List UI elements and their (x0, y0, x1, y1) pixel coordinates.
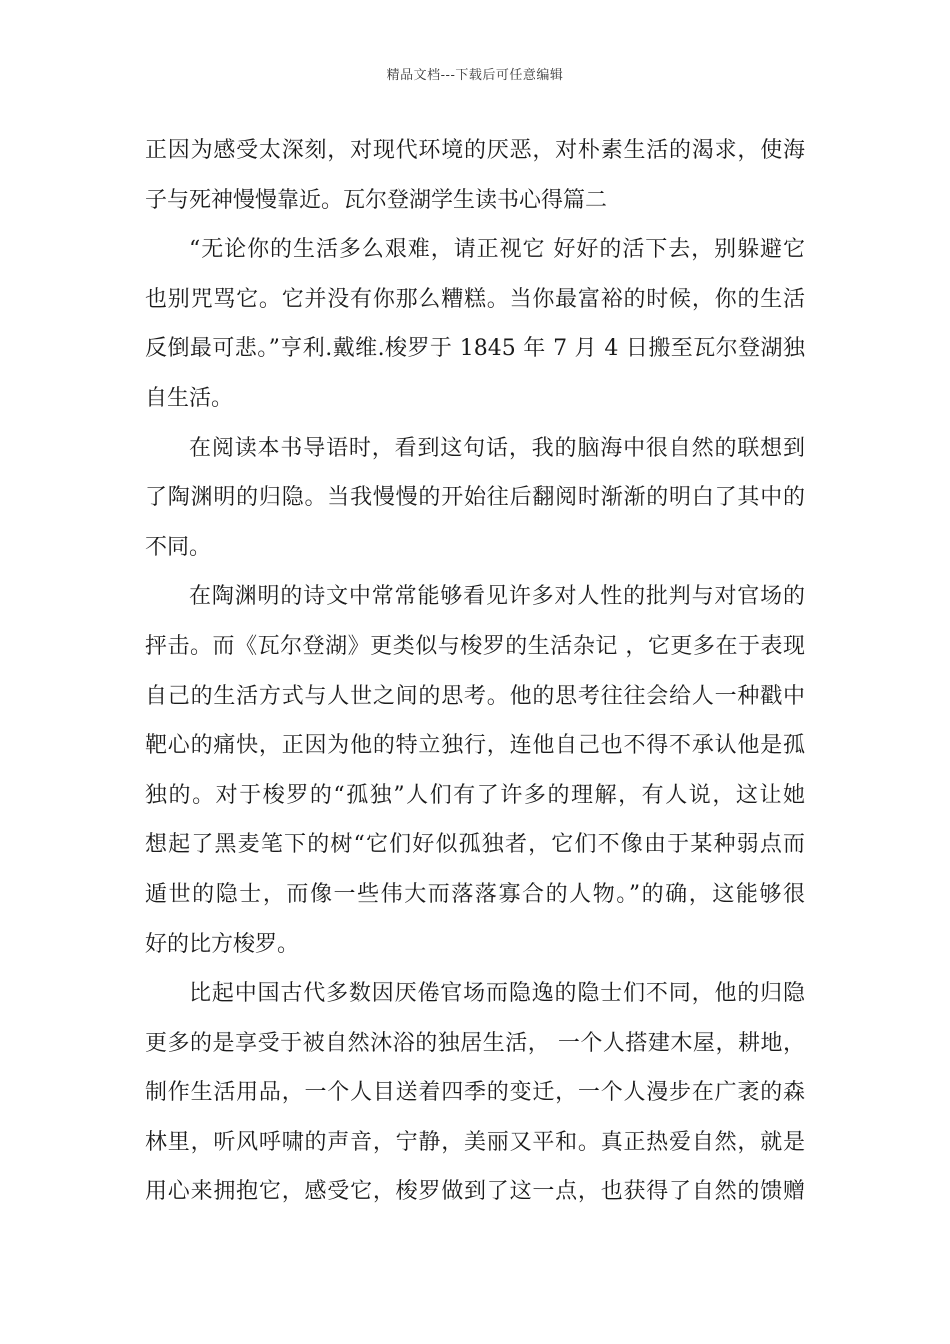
text-line: 自生活。 (145, 385, 234, 411)
text-line: 想起了黑麦笔下的树“它们好似孤独者，它们不像由于某种弱点而 (145, 832, 805, 858)
text-line: 遁世的隐士，而像一些伟大而落落寡合的人物。”的确，这能够很 (145, 881, 805, 907)
text-line: 制作生活用品，一个人目送着四季的变迁，一个人漫步在广袤的森 (145, 1080, 805, 1106)
text-line: 独的。对于梭罗的“孤独”人们有了许多的理解，有人说，这让她 (145, 782, 805, 808)
text-line: 也别咒骂它。它并没有你那么糟糕。当你最富裕的时候，你的生活 (145, 286, 805, 312)
text-line: 反倒最可悲。”亨利.戴维.梭罗于 1845 年 7 月 4 日搬至瓦尔登湖独 (145, 336, 805, 362)
text-line: 靶心的痛快，正因为他的特立独行，连他自己也不得不承认他是孤 (145, 733, 805, 759)
text-line: 子与死神慢慢靠近。瓦尔登湖学生读书心得篇二 (145, 187, 608, 213)
document-body (145, 126, 805, 1217)
page-header: 精品文档---下载后可任意编辑 (386, 68, 564, 83)
text-line: 不同。 (145, 534, 212, 560)
text-line: 自己的生活方式与人世之间的思考。他的思考往往会给人一种戳中 (145, 683, 805, 709)
text-line: “无论你的生活多么艰难，请正视它 好好的活下去，别躲避它 (189, 237, 805, 263)
text-line: 更多的是享受于被自然沐浴的独居生活， 一个人搭建木屋，耕地， (145, 1030, 805, 1056)
text-line: 了陶渊明的归隐。当我慢慢的开始往后翻阅时渐渐的明白了其中的 (145, 485, 805, 511)
text-line: 林里，听风呼啸的声音，宁静，美丽又平和。真正热爱自然，就是 (145, 1129, 805, 1155)
text-line: 在陶渊明的诗文中常常能够看见许多对人性的批判与对官场的 (189, 584, 805, 610)
text-line: 用心来拥抱它，感受它，梭罗做到了这一点，也获得了自然的馈赠 (145, 1179, 805, 1205)
text-line: 在阅读本书导语时，看到这句话，我的脑海中很自然的联想到 (189, 435, 805, 461)
text-line: 比起中国古代多数因厌倦官场而隐逸的隐士们不同，他的归隐 (189, 981, 805, 1007)
text-line: 正因为感受太深刻，对现代环境的厌恶，对朴素生活的渴求，使海 (145, 138, 805, 163)
text-line: 好的比方梭罗。 (145, 931, 300, 957)
text-line: 抨击。而《瓦尔登湖》更类似与梭罗的生活杂记 ，它更多在于表现 (145, 633, 805, 659)
